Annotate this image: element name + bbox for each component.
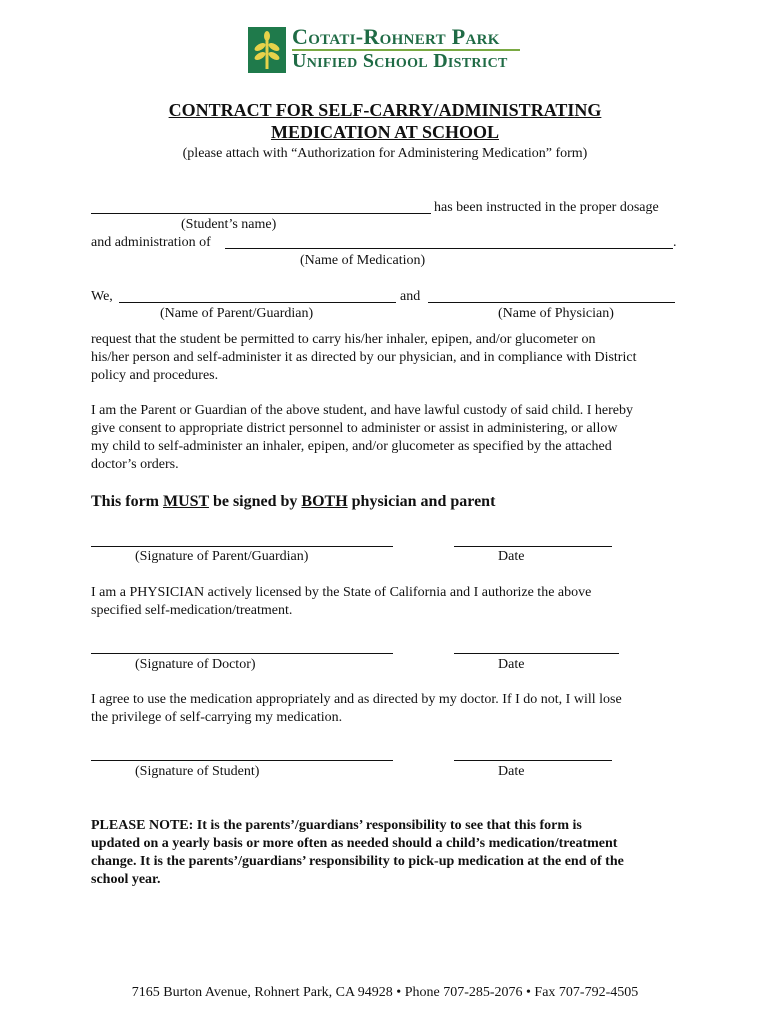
note-line: change. It is the parents’/guardians’ responsibility to pick-up medication at the end of the [91, 854, 624, 869]
student-statement [91, 691, 691, 727]
district-logo [248, 27, 286, 73]
medication-caption: (Name of Medication) [300, 253, 426, 268]
page-title-line1: CONTRACT FOR SELF-CARRY/ADMINISTRATING [168, 100, 602, 120]
note-line: updated on a yearly basis or more often as needed should a child’s medication/treatment [91, 836, 618, 851]
please-note [91, 817, 691, 889]
medication-name-field[interactable] [225, 248, 673, 249]
student-name-field[interactable] [91, 213, 431, 214]
sprout-icon [248, 27, 286, 73]
must-emphasis: MUST [163, 493, 209, 510]
parent-signature-field[interactable] [91, 546, 393, 547]
physician-statement-line: I am a PHYSICIAN actively licensed by the State of California and I authorize the above [91, 585, 592, 600]
student-statement-line: I agree to use the medication appropriately and as directed by my doctor. If I do not, I will lose [91, 692, 622, 707]
medication-period: . [673, 235, 677, 250]
student-signature-caption: (Signature of Student) [135, 764, 260, 779]
district-name-line1: Cotati-Rohnert Park [292, 24, 500, 49]
request-line: his/her person and self-administer it as directed by our physician, and in compliance with District [91, 350, 637, 365]
parent-date-caption: Date [498, 549, 525, 564]
footer-address: 7165 Burton Avenue, Rohnert Park, CA 94928 • Phone 707-285-2076 • Fax 707-792-4505 [131, 985, 639, 1000]
request-paragraph [91, 331, 691, 385]
note-line: PLEASE NOTE: It is the parents’/guardians’ responsibility to see that this form is [91, 818, 582, 833]
consent-line: doctor’s orders. [91, 457, 179, 472]
parent-name-field[interactable] [119, 302, 396, 303]
note-line: school year. [91, 872, 161, 887]
student-signature-field[interactable] [91, 760, 393, 761]
consent-paragraph [91, 402, 691, 474]
doctor-date-caption: Date [498, 657, 525, 672]
physician-statement-line: specified self-medication/treatment. [91, 603, 293, 618]
student-name-caption: (Student’s name) [181, 217, 277, 232]
request-line: policy and procedures. [91, 368, 219, 383]
consent-line: my child to self-administer an inhaler, epipen, and/or glucometer as specified by the attached [91, 439, 612, 454]
physician-name-caption: (Name of Physician) [498, 306, 614, 321]
doctor-signature-caption: (Signature of Doctor) [135, 657, 256, 672]
doctor-signature-field[interactable] [91, 653, 393, 654]
physician-name-field[interactable] [428, 302, 675, 303]
physician-statement [91, 584, 691, 620]
we-label: We, [91, 289, 113, 304]
consent-line: give consent to appropriate district personnel to administer or assist in administering, or allow [91, 421, 618, 436]
parent-date-field[interactable] [454, 546, 612, 547]
request-line: request that the student be permitted to carry his/her inhaler, epipen, and/or glucometer on [91, 332, 596, 347]
and-label: and [400, 289, 421, 304]
signature-requirement-heading: This form MUST be signed by BOTH physician and parent [91, 493, 496, 510]
parent-name-caption: (Name of Parent/Guardian) [160, 306, 314, 321]
student-statement-line: the privilege of self-carrying my medication. [91, 710, 343, 725]
district-name-line2: Unified School District [292, 50, 508, 72]
dosage-text: has been instructed in the proper dosage [434, 200, 659, 215]
parent-signature-caption: (Signature of Parent/Guardian) [135, 549, 309, 564]
doctor-date-field[interactable] [454, 653, 619, 654]
attachment-note: (please attach with “Authorization for Administering Medication” form) [182, 146, 588, 161]
both-emphasis: BOTH [301, 493, 348, 510]
student-date-field[interactable] [454, 760, 612, 761]
administration-label: and administration of [91, 235, 211, 250]
consent-line: I am the Parent or Guardian of the above student, and have lawful custody of said child. I hereby [91, 403, 633, 418]
page-title-line2: MEDICATION AT SCHOOL [270, 122, 500, 142]
student-date-caption: Date [498, 764, 525, 779]
